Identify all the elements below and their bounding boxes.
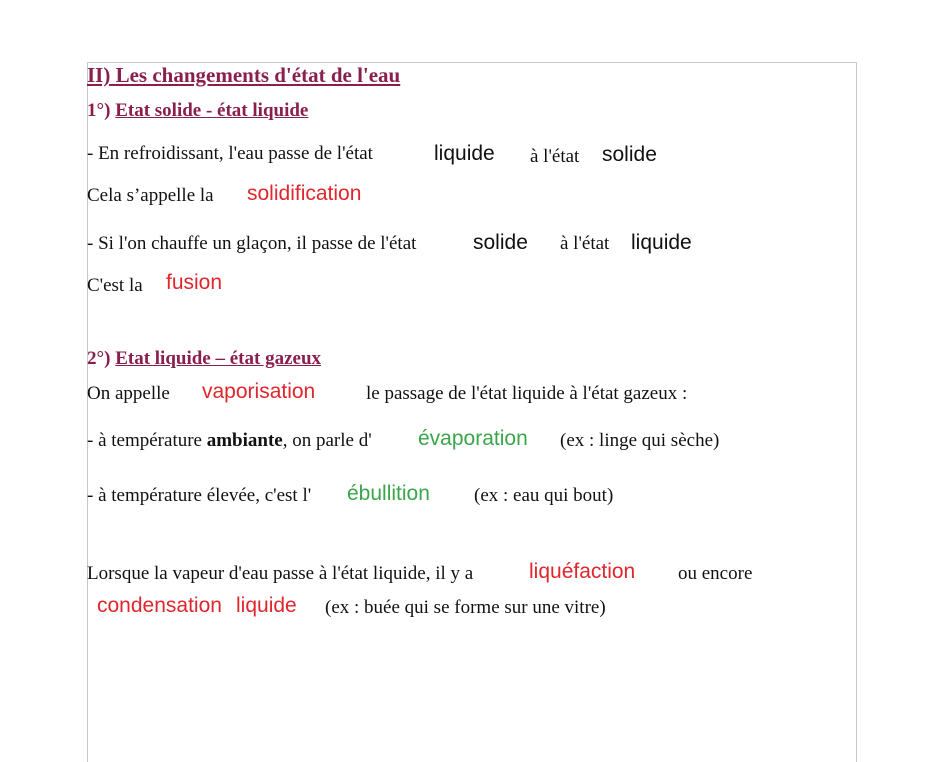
s2-line5-answer2: liquide (236, 594, 297, 617)
s1-line4-text: C'est la (87, 275, 143, 296)
s2-line3-answer: ébullition (347, 482, 430, 505)
s1-line1-answer2: solide (602, 143, 657, 166)
s1-line3-answer2: liquide (631, 231, 692, 254)
s1-line1-mid: à l'état (530, 146, 580, 167)
section-2-title: Etat liquide – état gazeux (115, 348, 322, 369)
s2-line4-rest: ou encore (678, 563, 753, 584)
s1-line4-answer: fusion (166, 271, 223, 294)
s2-line4-text: Lorsque la vapeur d'eau passe à l'état liquide, il y a (87, 563, 474, 584)
s2-line4-answer: liquéfaction (529, 560, 636, 583)
section-1-heading (87, 100, 308, 122)
s2-line2-bold: ambiante (206, 430, 283, 451)
s2-line2-pre: - à température (87, 430, 207, 451)
s2-line2-post: , on parle d' (282, 430, 372, 451)
s1-line1-answer1: liquide (434, 142, 495, 165)
s2-line2-text (87, 430, 372, 452)
s2-line3-text: - à température élevée, c'est l' (87, 485, 312, 506)
section-2-heading (87, 348, 321, 370)
s2-line1-rest: le passage de l'état liquide à l'état gazeux : (366, 383, 688, 404)
s2-line2-example: (ex : linge qui sèche) (560, 430, 720, 451)
worksheet-page (87, 62, 857, 762)
s2-line5-answer1: condensation (97, 594, 222, 617)
s1-line3-answer1: solide (473, 231, 528, 254)
s1-line1-text: - En refroidissant, l'eau passe de l'état (87, 143, 373, 164)
s2-line5-example: (ex : buée qui se forme sur une vitre) (325, 597, 606, 618)
s2-line3-example: (ex : eau qui bout) (474, 485, 614, 506)
s1-line3-mid: à l'état (560, 233, 610, 254)
s2-line2-answer: évaporation (418, 427, 528, 450)
section-2-number: 2°) (87, 348, 116, 369)
s1-line3-text: - Si l'on chauffe un glaçon, il passe de l'état (87, 233, 417, 254)
s1-line2-answer: solidification (247, 182, 362, 205)
s1-line2-text: Cela s’appelle la (87, 185, 214, 206)
section-1-title: Etat solide - état liquide (115, 100, 309, 121)
section-1-number: 1°) (87, 100, 116, 121)
s2-line1-answer: vaporisation (202, 380, 316, 403)
page-title: II) Les changements d'état de l'eau (87, 63, 401, 87)
s2-line1-text: On appelle (87, 383, 170, 404)
